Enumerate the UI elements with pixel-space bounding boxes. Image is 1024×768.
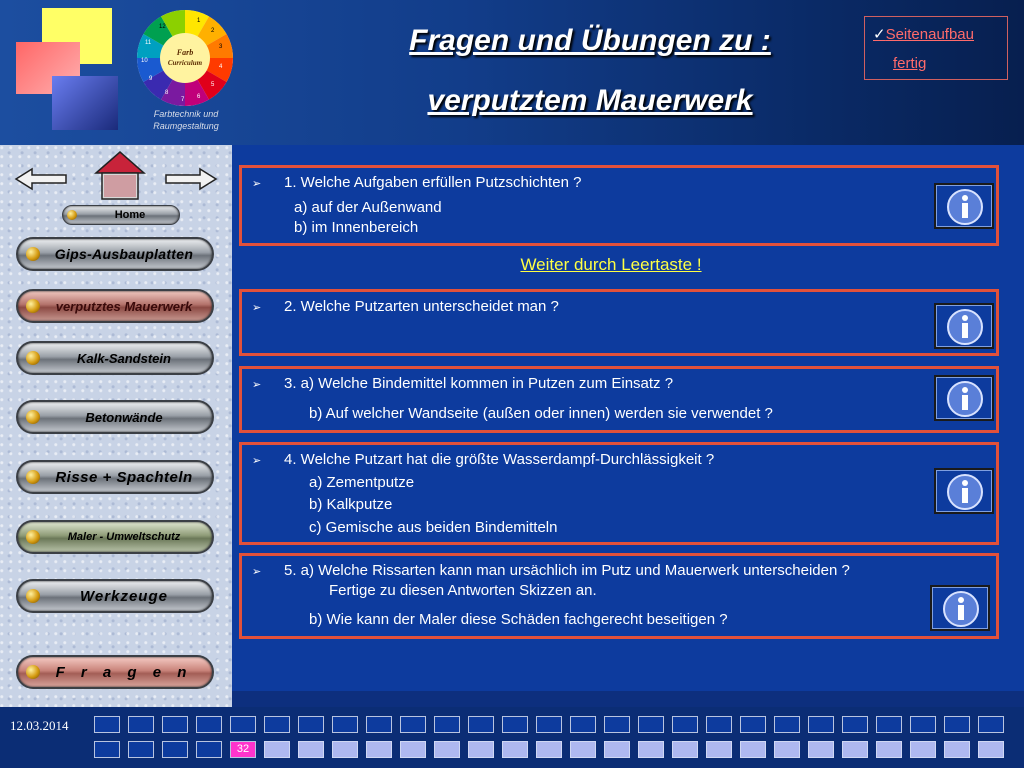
wheel-number-7: 7 (181, 97, 185, 103)
nav-bullet-icon (26, 247, 40, 261)
slide-thumbnail[interactable] (434, 716, 460, 733)
slide-thumbnail[interactable] (876, 716, 902, 733)
home-button-label: Home (114, 209, 146, 221)
sidebar-item-verputztes-mauerwerk[interactable] (16, 289, 214, 323)
wheel-number-4: 4 (219, 64, 223, 70)
sidebar-item-label: verputztes Mauerwerk (55, 298, 193, 314)
question-box-2 (239, 289, 999, 356)
sidebar-item-label: Maler - Umweltschutz (67, 531, 181, 543)
slide-thumbnail[interactable] (672, 741, 698, 758)
sidebar-item-werkzeuge[interactable] (16, 579, 214, 613)
info-icon (945, 187, 985, 227)
slide-thumbnail[interactable] (910, 716, 936, 733)
question-5-line-b: b) Wie kann der Maler diese Schäden fachgerecht beseitigen ? (309, 611, 728, 628)
wheel-number-1: 1 (197, 18, 201, 24)
slide-thumbnail[interactable] (196, 741, 222, 758)
question-5-line-a: 5. a) Welche Rissarten kann man ursächlich im Putz und Mauerwerk unterscheiden ? (284, 562, 850, 579)
slide-thumbnail[interactable] (332, 716, 358, 733)
sidebar-item-label: Betonwände (85, 409, 163, 425)
info-icon (945, 472, 985, 512)
slide-thumbnail[interactable] (570, 741, 596, 758)
slide-thumbnail[interactable] (638, 741, 664, 758)
status-link-line1[interactable] (873, 25, 974, 43)
slide-thumbnail[interactable] (366, 716, 392, 733)
slide-thumbnail[interactable] (706, 716, 732, 733)
check-icon: ✓ (873, 26, 886, 43)
logo-center-line1: Farb (176, 48, 194, 57)
slide-thumbnail[interactable] (502, 716, 528, 733)
page-title-line2: verputztem Mauerwerk (427, 84, 753, 117)
blue-square-decoration (52, 76, 118, 130)
wheel-number-8: 8 (165, 90, 169, 96)
nav-bullet-icon (26, 530, 40, 544)
slide-thumbnail[interactable] (706, 741, 732, 758)
slide-thumbnail[interactable] (944, 716, 970, 733)
slide-thumbnail[interactable] (978, 741, 1004, 758)
slide-thumbnail[interactable] (842, 741, 868, 758)
bullet-arrow-icon: ➢ (252, 455, 262, 467)
question-1-text: 1. Welche Aufgaben erfüllen Putzschichten ? (284, 174, 582, 191)
nav-bullet-icon (26, 351, 40, 365)
sidebar-item-label: Risse + Spachteln (55, 468, 193, 486)
info-button[interactable] (934, 303, 994, 349)
slide-thumbnail[interactable] (944, 741, 970, 758)
nav-bullet-icon (26, 470, 40, 484)
info-button[interactable] (930, 585, 990, 631)
nav-bullet-icon (67, 210, 77, 220)
slide-thumbnail[interactable] (672, 716, 698, 733)
logo-caption-line2: Raumgestaltung (153, 121, 219, 131)
slide-thumbnail[interactable] (638, 716, 664, 733)
home-house-icon[interactable] (92, 149, 148, 201)
slide-thumbnail[interactable] (332, 741, 358, 758)
slide-thumbnail[interactable] (808, 716, 834, 733)
status-text-line1: Seitenaufbau (885, 26, 974, 43)
wheel-number-9: 9 (149, 76, 153, 82)
slide-thumbnail[interactable] (604, 716, 630, 733)
slide-thumbnail[interactable] (128, 741, 154, 758)
question-4-line-b: b) Kalkputze (309, 496, 393, 513)
wheel-number-5: 5 (211, 82, 215, 88)
date-label: 12.03.2014 (10, 718, 69, 733)
slide-thumbnail[interactable] (94, 741, 120, 758)
question-2-text: 2. Welche Putzarten unterscheidet man ? (284, 298, 559, 315)
slide-thumbnail[interactable] (264, 716, 290, 733)
question-5-line-sketch: Fertige zu diesen Antworten Skizzen an. (329, 582, 597, 599)
slide-thumbnail[interactable] (434, 741, 460, 758)
bullet-arrow-icon: ➢ (252, 178, 262, 190)
info-icon (945, 379, 985, 419)
sidebar-item-label: Werkzeuge (80, 587, 168, 605)
slide-thumbnail[interactable] (740, 716, 766, 733)
question-box-1 (239, 165, 999, 246)
slide-thumbnail[interactable] (842, 716, 868, 733)
current-slide-thumbnail[interactable]: 32 (230, 741, 256, 758)
back-arrow-icon[interactable] (14, 167, 68, 191)
sidebar-item-fragen[interactable] (16, 655, 214, 689)
question-3-line-a: 3. a) Welche Bindemittel kommen in Putzen zum Einsatz ? (284, 375, 674, 392)
info-button[interactable] (934, 183, 994, 229)
sidebar-item-risse-spachteln[interactable] (16, 460, 214, 494)
slide-thumbnail[interactable] (774, 741, 800, 758)
logo-center-line2: Curriculum (167, 59, 203, 67)
home-button[interactable] (62, 205, 180, 225)
question-box-5 (239, 553, 999, 639)
wheel-number-12: 12 (159, 24, 166, 30)
slide-thumbnail[interactable] (468, 716, 494, 733)
slide-thumbnail[interactable] (740, 741, 766, 758)
slide-thumbnail[interactable] (502, 741, 528, 758)
status-text-line2[interactable]: fertig (893, 55, 927, 72)
sidebar-item-maler-umweltschutz[interactable] (16, 520, 214, 554)
bullet-arrow-icon: ➢ (252, 302, 262, 314)
slide-thumbnail[interactable] (536, 741, 562, 758)
slide-thumbnail[interactable] (162, 716, 188, 733)
wheel-number-10: 10 (141, 58, 148, 64)
slide-thumbnail[interactable] (774, 716, 800, 733)
slide-thumbnail[interactable] (94, 716, 120, 733)
question-3-line-b: b) Auf welcher Wandseite (außen oder innen) werden sie verwendet ? (309, 405, 773, 422)
slide-thumbnail[interactable] (366, 741, 392, 758)
slide-thumbnail[interactable] (230, 716, 256, 733)
slide-thumbnail[interactable] (196, 716, 222, 733)
slide-thumbnail[interactable] (876, 741, 902, 758)
wheel-number-11: 11 (145, 40, 152, 46)
wheel-number-3: 3 (219, 44, 223, 50)
slide-thumbnail[interactable] (162, 741, 188, 758)
continue-hint: Weiter durch Leertaste ! (520, 255, 702, 274)
sidebar-item-label: Kalk-Sandstein (77, 350, 171, 366)
sidebar-item-kalk-sandstein[interactable] (16, 341, 214, 375)
slide-thumbnail[interactable] (128, 716, 154, 733)
nav-bullet-icon (26, 589, 40, 603)
slide-thumbnail[interactable] (400, 741, 426, 758)
slide-thumbnail[interactable] (400, 716, 426, 733)
sidebar-item-label: F r a g e n (55, 663, 193, 681)
question-1-line-a: a) auf der Außenwand (294, 199, 442, 216)
info-button[interactable] (934, 375, 994, 421)
slide-thumbnail[interactable] (468, 741, 494, 758)
nav-bullet-icon (26, 410, 40, 424)
question-4-text: 4. Welche Putzart hat die größte Wasserdampf-Durchlässigkeit ? (284, 451, 715, 468)
question-box-4 (239, 442, 999, 545)
nav-bullet-icon (26, 665, 40, 679)
logo-caption (138, 108, 234, 132)
status-box[interactable] (864, 16, 1008, 80)
page-title-line1: Fragen und Übungen zu : (409, 24, 771, 57)
wheel-number-2: 2 (211, 28, 215, 34)
slide-thumbnail[interactable] (808, 741, 834, 758)
bullet-arrow-icon: ➢ (252, 566, 262, 578)
forward-arrow-icon[interactable] (164, 167, 218, 191)
question-4-line-c: c) Gemische aus beiden Bindemitteln (309, 519, 558, 536)
sidebar-item-label: Gips-Ausbauplatten (54, 246, 194, 262)
slide-thumbnail[interactable] (978, 716, 1004, 733)
header (0, 0, 1024, 145)
color-wheel-logo (135, 8, 235, 108)
sidebar-item-gips-ausbauplatten[interactable] (16, 237, 214, 271)
sidebar-navigation (0, 145, 232, 707)
slide-thumbnail[interactable] (604, 741, 630, 758)
slide-thumbnail[interactable] (298, 741, 324, 758)
slide-thumbnail[interactable] (298, 716, 324, 733)
info-icon (945, 307, 985, 347)
info-icon (941, 589, 981, 629)
wheel-number-6: 6 (197, 94, 201, 100)
slide-navigator (0, 707, 1024, 768)
question-box-3 (239, 366, 999, 433)
slide-thumbnail[interactable] (570, 716, 596, 733)
question-1-line-b: b) im Innenbereich (294, 219, 419, 236)
nav-bullet-icon (26, 299, 40, 313)
slide-thumbnail[interactable] (264, 741, 290, 758)
main-content (232, 145, 1024, 691)
bullet-arrow-icon: ➢ (252, 379, 262, 391)
logo-caption-line1: Farbtechnik und (153, 109, 219, 119)
question-4-line-a: a) Zementputze (309, 474, 415, 491)
slide-thumbnail[interactable] (536, 716, 562, 733)
slide-thumbnail[interactable] (910, 741, 936, 758)
sidebar-item-betonwaende[interactable] (16, 400, 214, 434)
info-button[interactable] (934, 468, 994, 514)
